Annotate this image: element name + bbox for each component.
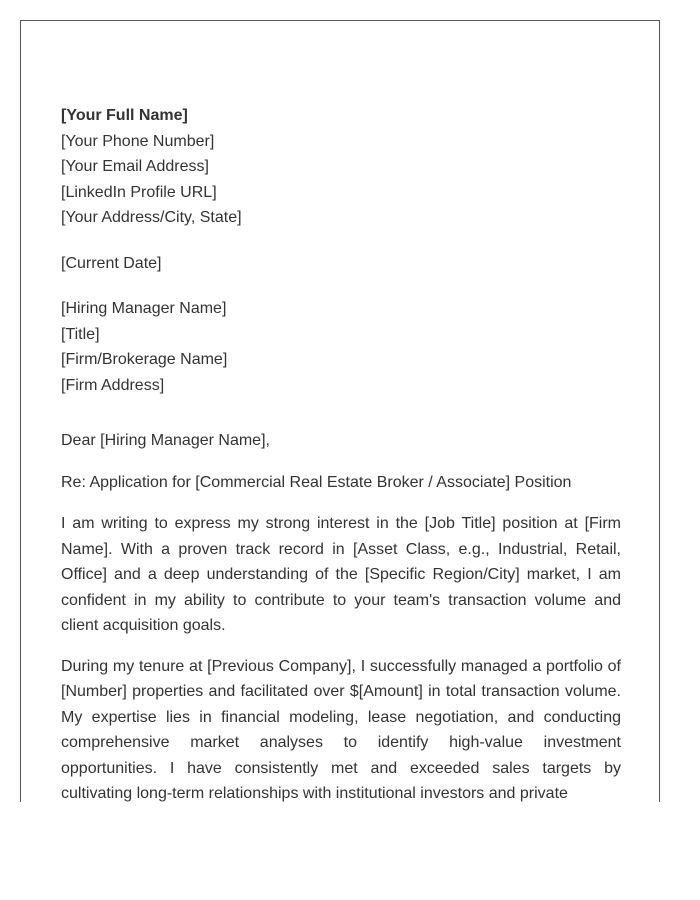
letter-page (20, 20, 660, 802)
sender-phone: [Your Phone Number] (61, 132, 215, 150)
sender-linkedin: [LinkedIn Profile URL] (61, 183, 217, 201)
letter-date: [Current Date] (61, 254, 162, 272)
recipient-title: [Title] (61, 325, 100, 343)
recipient-address: [Firm Address] (61, 376, 165, 394)
sender-address: [Your Address/City, State] (61, 209, 242, 226)
recipient-name: [Hiring Manager Name] (61, 300, 227, 317)
sender-email: [Your Email Address] (61, 158, 209, 175)
body-paragraph-1: I am writing to express my strong interest in the [Job Title] position at [Firm Name]. With a proven track record in [Asset Class, e.g., Industrial, Retail, Office] and a deep understanding of the [Specific Region/City] market, I am confident in my ability to contribute to your team's transaction volume and client acquisition goals. (61, 515, 621, 634)
sender-name: [Your Full Name] (61, 107, 188, 124)
salutation: Dear [Hiring Manager Name], (61, 432, 270, 449)
letter-content (61, 103, 621, 802)
sender-block (61, 103, 621, 231)
recipient-firm: [Firm/Brokerage Name] (61, 351, 228, 368)
body-paragraph-2: During my tenure at [Previous Company], I successfully managed a portfolio of [Number] properties and facilitated over $[Amount] in total transaction volume. My expertise lies in financial modeling, lease negotiation, and conducting comprehensive market analyses to identify high-value investment opportunities. I have consistently met and exceeded sales targets by cultivating long-term relationships with institutional investors and private (61, 657, 621, 802)
recipient-block (61, 296, 621, 398)
subject-line: Re: Application for [Commercial Real Estate Broker / Associate] Position (61, 473, 572, 491)
